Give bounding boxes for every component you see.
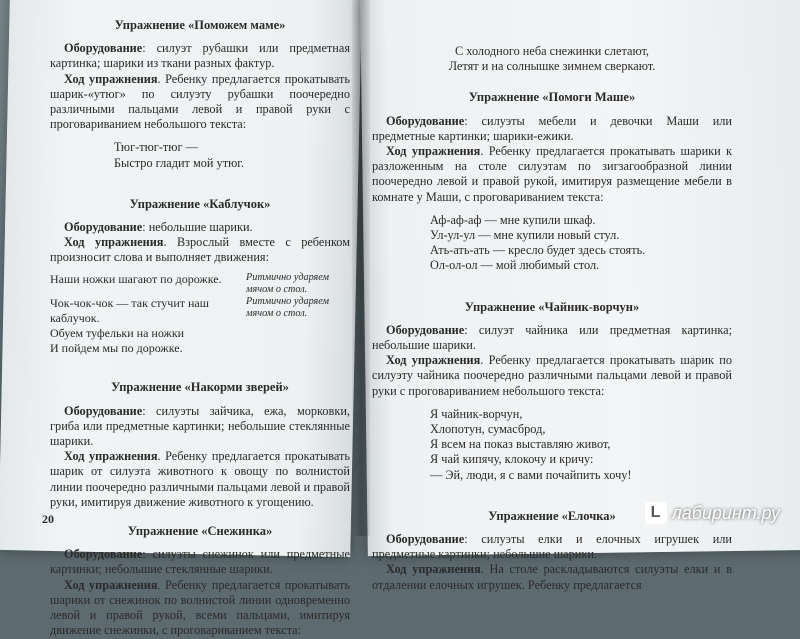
poem-line: Тюг-тюг-тюг — bbox=[114, 140, 198, 155]
procedure-paragraph: Ход упражнения. Взрослый вместе с ребенком произносит слова и выполняет движения: bbox=[50, 235, 350, 265]
poem bbox=[430, 213, 732, 274]
verse-line: Наши ножки шагают по дорожке. bbox=[50, 271, 222, 286]
watermark bbox=[645, 502, 780, 524]
poem bbox=[114, 140, 350, 170]
movement-note: Ритмично ударяем мячом о стол. bbox=[246, 271, 330, 295]
equipment-paragraph: Оборудование: силуэты елки и елочных игрушек или предметные картинки; небольшие шарики. bbox=[372, 532, 732, 562]
equipment-paragraph: Оборудование: силуэт чайника или предметная картинка; небольшие шарики. bbox=[372, 322, 732, 353]
exercise-title: Упражнение «Помоги Маше» bbox=[468, 90, 636, 105]
equipment-paragraph: Оборудование: силуэты снежинок или предметные картинки; небольшие стеклянные шарики. bbox=[50, 547, 350, 577]
poem-line: Аф-аф-аф — мне купили шкаф. bbox=[430, 212, 596, 227]
poem-line: Ать-ать-ать — кресло будет здесь стоять. bbox=[430, 243, 646, 258]
equipment-paragraph: Оборудование: силуэты зайчика, ежа, морковки, гриба или предметные картинки; небольшие стеклянные шарики. bbox=[50, 403, 350, 449]
exercise-title: Упражнение «Накорми зверей» bbox=[111, 380, 289, 395]
verse-line: И пойдем мы по дорожке. bbox=[50, 341, 183, 356]
verse-line: Обуем туфельки на ножки bbox=[50, 326, 185, 341]
exercise-title: Упражнение «Чайник-ворчун» bbox=[464, 299, 640, 314]
poem-line: Хлопотун, сумасброд, bbox=[430, 422, 546, 437]
watermark-text: лабиринт.ру bbox=[671, 502, 780, 523]
book-spine bbox=[352, 0, 370, 536]
poem-line: Ул-ул-ул — мне купили новый стул. bbox=[430, 228, 620, 243]
procedure-paragraph: Ход упражнения. Ребенку предлагается прокатывать шарик по силуэту чайника поочередно различными пальцами левой и правой руки с проговариванием небольшого текста: bbox=[372, 353, 732, 398]
movement-note: Ритмично ударяем мячом о стол. bbox=[246, 295, 330, 319]
equipment-paragraph: Оборудование: силуэты мебели и девочки Маши или предметные картинки; шарики-ежики. bbox=[372, 113, 732, 143]
procedure-paragraph: Ход упражнения. Ребенку предлагается прокатывать шарик от силуэта животного к овощу по волнистой линии поочередно различными пальцами левой и правой руки, имитируя движение животного к угощению. bbox=[50, 449, 350, 509]
epigraph-line: С холодного неба снежинки слетают, bbox=[454, 44, 649, 58]
left-page-text bbox=[50, 18, 350, 639]
verse-line: Чок-чок-чок — так стучит наш каблучок. bbox=[50, 295, 209, 325]
procedure-paragraph: Ход упражнения. Ребенку предлагается прокатывать шарик-«утюг» по силуэту рубашки поочередно различными пальцами левой и правой руки с проговариванием небольшого текста: bbox=[50, 71, 350, 132]
poem-line: Я всем на показ выставляю живот, bbox=[430, 437, 611, 452]
exercise-title: Упражнение «Каблучок» bbox=[129, 196, 271, 211]
equipment-paragraph: Оборудование: силуэт рубашки или предметная картинка; шарики из ткани разных фактур. bbox=[50, 41, 350, 71]
poem-line: Ол-ол-ол — мой любимый стол. bbox=[430, 258, 600, 273]
equipment-paragraph: Оборудование: небольшие шарики. bbox=[64, 220, 253, 235]
procedure-paragraph: Ход упражнения. Ребенку предлагается прокатывать шарики от снежинок по волнистой линии одновременно левой и правой рукой, всеми пальцами, имитируя движение снежинки, с проговариванием текста: bbox=[50, 577, 350, 638]
poem bbox=[430, 407, 732, 483]
page-number: 20 bbox=[42, 512, 54, 526]
labirint-logo-icon: L bbox=[645, 502, 667, 524]
poem-line: Быстро гладит мой утюг. bbox=[114, 155, 244, 170]
epigraph-line: Летят и на солнышке зимнем сверкают. bbox=[448, 59, 656, 74]
procedure-paragraph: Ход упражнения. Ребенку предлагается прокатывать шарики к разложенным на столе силуэтам по зигзагообразной линии поочередно левой и правой рукой, имитируя размещение мебели в комнате у Маши, с проговариванием текста: bbox=[372, 144, 732, 204]
poem-line: Я чайник-ворчун, bbox=[430, 406, 523, 421]
procedure-paragraph: Ход упражнения. На столе раскладываются силуэты елки и в отдалении елочных игрушек. Ребенку предлагается bbox=[372, 562, 732, 592]
poem-line: Я чай кипячу, клокочу и кричу: bbox=[430, 452, 594, 467]
exercise-title: Упражнение «Снежинка» bbox=[127, 524, 273, 539]
rhythm-verse bbox=[50, 272, 350, 357]
poem-line: — Эй, люди, я с вами почайпить хочу! bbox=[430, 467, 632, 482]
exercise-title: Упражнение «Елочка» bbox=[488, 508, 616, 523]
exercise-title: Упражнение «Поможем маме» bbox=[114, 18, 286, 32]
epigraph bbox=[372, 44, 732, 74]
